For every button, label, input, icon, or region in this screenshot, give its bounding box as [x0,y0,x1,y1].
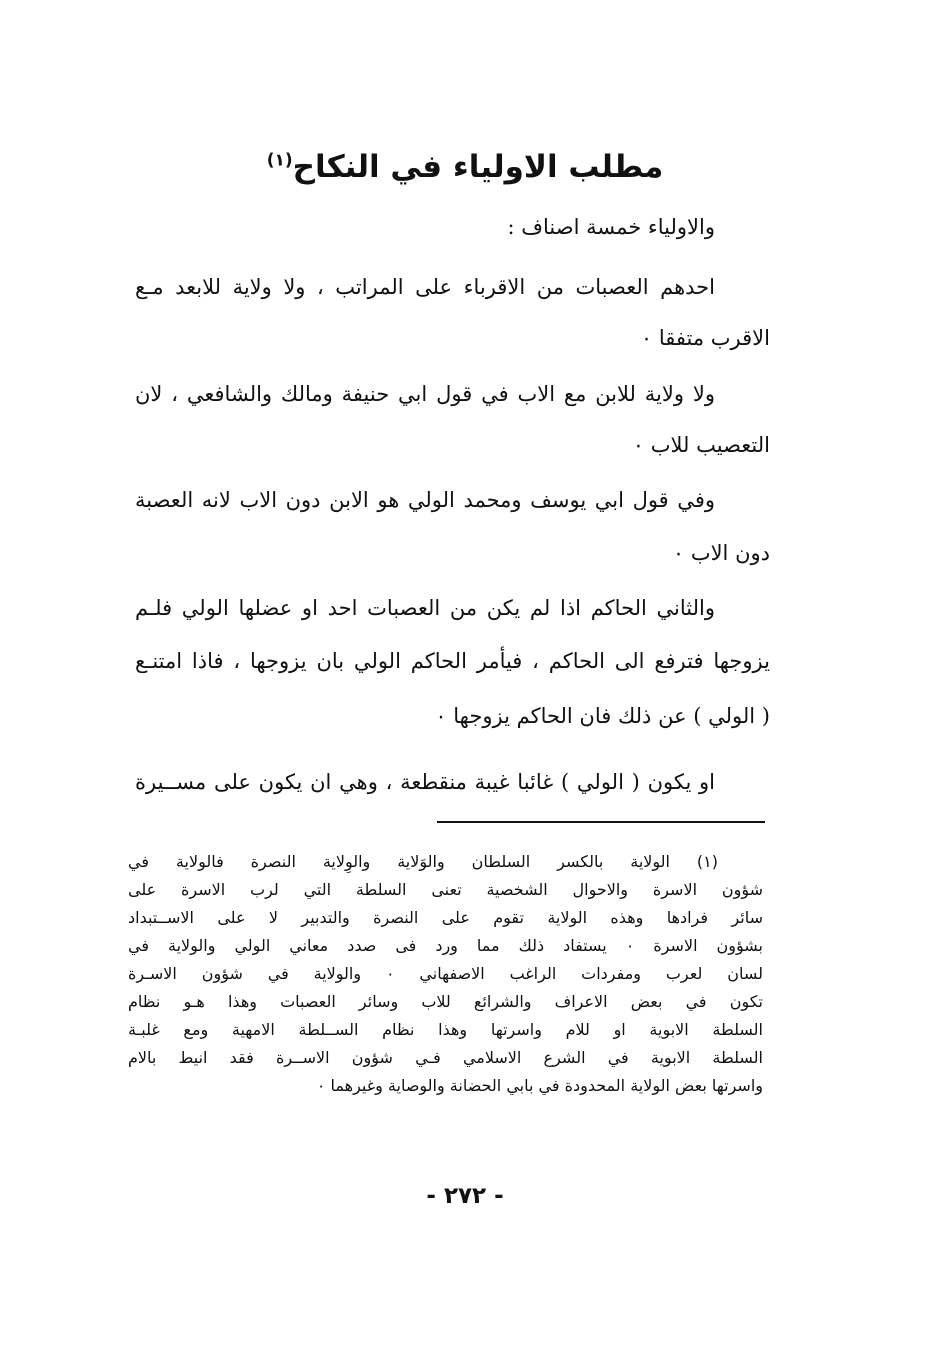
page-number: - ٢٧٢ - [426,1183,504,1209]
body-line: التعصيب للاب ٠ [632,433,770,457]
footnote-separator [437,821,765,823]
body-line: احدهم العصبات من الاقرباء على المراتب ، ولا ولاية للابعد مـع [135,275,715,299]
body-line: دون الاب ٠ [672,541,770,565]
page-title [220,142,710,192]
body-line: ولا ولاية للابن مع الاب في قول ابي حنيفة ومالك والشافعي ، لان [135,382,715,406]
title-footnote-marker: (١) [266,150,293,171]
body-line: والاولياء خمسة اصناف : [507,215,715,239]
title-text: مطلب الاولياء في النكاح [292,149,664,185]
footnote-line: بشؤون الاسرة ٠ يستفاد ذلك مما ورد فى صدد معاني الولي والولاية في [128,936,764,955]
footnote-line: سائر فرادها وهذه الولاية تقوم على النصرة والتدبير لا على الاســتبداد [128,908,763,927]
footnote-line: شؤون الاسرة والاحوال الشخصية تعنى السلطة التي لرب الاسرة على [128,880,763,899]
body-line: والثاني الحاكم اذا لم يكن من العصبات احد او عضلها الولي فلـم [135,596,715,620]
body-line: يزوجها فترفع الى الحاكم ، فيأمر الحاكم الولي بان يزوجها ، فاذا امتنـع [135,649,770,673]
footnote-line: السلطة الابوية او للام واسرتها وهذا نظام الســلطة الامهية ومع غلبـة [128,1020,763,1039]
footnote-line: لسان لعرب ومفردات الراغب الاصفهاني ٠ والولاية في شؤون الاسـرة [128,964,763,983]
body-line: وفي قول ابي يوسف ومحمد الولي هو الابن دون الاب لانه العصبة [135,488,715,512]
body-line: الاقرب متفقا ٠ [640,326,770,350]
footnote-line: (١) الولاية بالكسر السلطان والوَلاية والوِلاية النصرة فالولاية في [128,852,718,871]
body-line: او يكون ( الولي ) غائبا غيبة منقطعة ، وهي ان يكون على مســيرة [135,770,715,794]
footnote-line: تكون في بعض الاعراف والشرائع للاب وسائر العصبات وهذا هـو نظام [128,992,763,1011]
body-line: ( الولي ) عن ذلك فان الحاكم يزوجها ٠ [435,704,770,728]
footnote-line: واسرتها بعض الولاية المحدودة في بابي الحضانة والوصاية وغيرهما ٠ [316,1076,763,1095]
footnote-line: السلطة الابوية في الشرع الاسلامي فـي شؤون الاســرة فقد انيط بالام [128,1048,763,1067]
